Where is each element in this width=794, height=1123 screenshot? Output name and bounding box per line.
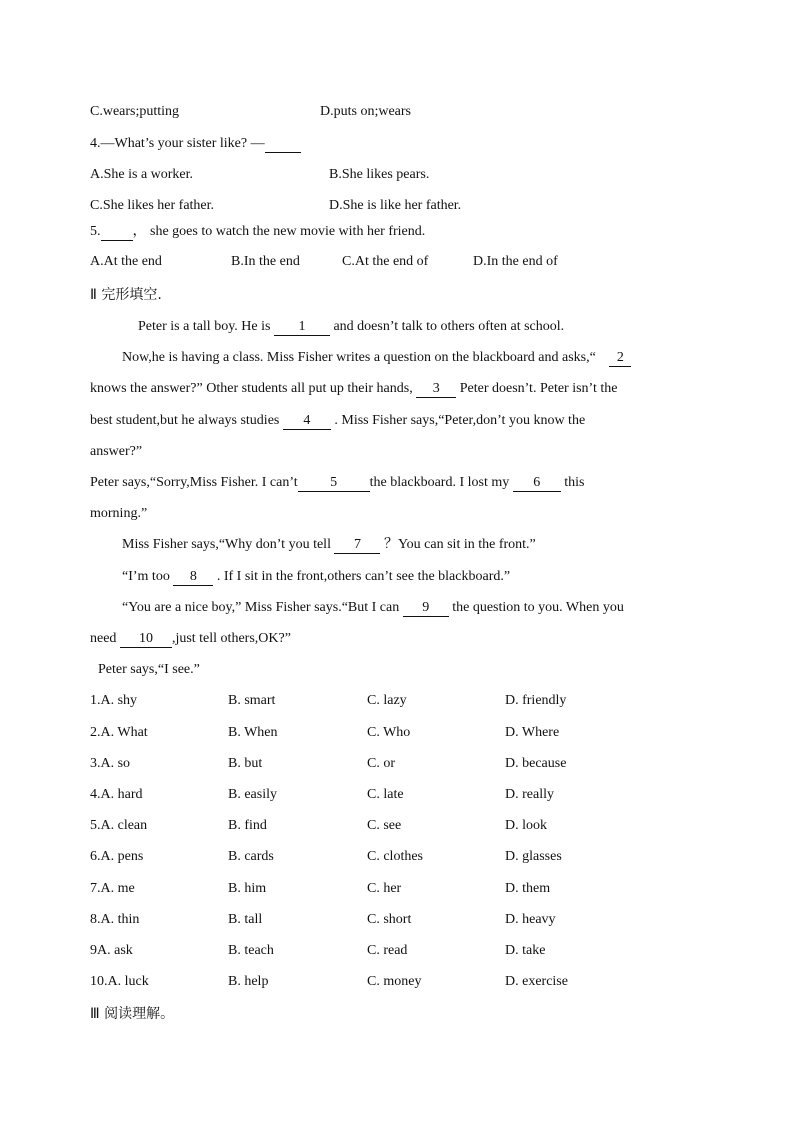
choice-option-a: 3.A. so bbox=[90, 756, 131, 771]
q5-option-b: B.In the end bbox=[231, 254, 300, 269]
cloze-text: “You are a nice boy,” Miss Fisher says.“But I can bbox=[122, 600, 400, 615]
choice-option-a: 2.A. What bbox=[90, 725, 148, 740]
q4-stem bbox=[90, 135, 301, 153]
choice-option-b: B. tall bbox=[228, 912, 263, 927]
cloze-paragraph-4 bbox=[122, 536, 536, 554]
choice-option-b: B. When bbox=[228, 725, 278, 740]
cloze-text: ,just tell others,OK?” bbox=[171, 631, 291, 646]
choice-option-a: 8.A. thin bbox=[90, 912, 140, 927]
q4-answer-blank bbox=[265, 136, 301, 153]
choice-option-d: D. them bbox=[505, 881, 551, 896]
cloze-paragraph-7: Peter says,“I see.” bbox=[98, 662, 200, 677]
cloze-text: Now,he is having a class. Miss Fisher writes a question on the blackboard and asks,“ bbox=[122, 350, 596, 365]
q5-option-d: D.In the end of bbox=[473, 254, 558, 269]
cloze-blank-6: 6 bbox=[513, 475, 561, 492]
section-3-title: Ⅲ 阅读理解。 bbox=[90, 1006, 175, 1022]
cloze-paragraph-2-line-2 bbox=[90, 380, 617, 398]
choice-option-d: D. really bbox=[505, 787, 554, 802]
choice-option-d: D. because bbox=[505, 756, 567, 771]
choice-option-b: B. but bbox=[228, 756, 263, 771]
choice-option-b: B. smart bbox=[228, 693, 276, 708]
cloze-text: the question to you. When you bbox=[452, 600, 624, 615]
choice-option-a: 4.A. hard bbox=[90, 787, 143, 802]
choice-option-a: 6.A. pens bbox=[90, 849, 144, 864]
q5-option-a: A.At the end bbox=[90, 254, 162, 269]
choice-option-b: B. cards bbox=[228, 849, 274, 864]
cloze-blank-10: 10 bbox=[120, 631, 172, 648]
cloze-text: “I’m too bbox=[122, 569, 170, 584]
q5-number: 5. bbox=[90, 224, 101, 239]
cloze-paragraph-3-line-2: morning.” bbox=[90, 506, 148, 521]
choice-option-c: C. clothes bbox=[367, 849, 423, 864]
choice-option-a: 9A. ask bbox=[90, 943, 133, 958]
cloze-text: knows the answer?” Other students all put up their hands, bbox=[90, 381, 413, 396]
choice-option-c: C. late bbox=[367, 787, 404, 802]
cloze-blank-8: 8 bbox=[173, 569, 213, 586]
cloze-text: and doesn’t talk to others often at school. bbox=[333, 319, 565, 334]
cloze-blank-9: 9 bbox=[403, 600, 449, 617]
q3-option-c: C.wears;putting bbox=[90, 104, 180, 119]
cloze-text: this bbox=[564, 475, 585, 490]
choice-option-c: C. see bbox=[367, 818, 402, 833]
choice-option-c: C. read bbox=[367, 943, 408, 958]
choice-option-a: 7.A. me bbox=[90, 881, 135, 896]
cloze-paragraph-2 bbox=[122, 349, 631, 367]
choice-option-b: B. easily bbox=[228, 787, 277, 802]
choice-option-b: B. find bbox=[228, 818, 267, 833]
q5-stem-text: ， she goes to watch the new movie with her friend. bbox=[132, 224, 426, 239]
choice-option-d: D. heavy bbox=[505, 912, 556, 927]
cloze-blank-4: 4 bbox=[283, 413, 331, 430]
choice-option-d: D. look bbox=[505, 818, 547, 833]
choice-option-d: D. exercise bbox=[505, 974, 568, 989]
choice-option-c: C. money bbox=[367, 974, 422, 989]
cloze-blank-3: 3 bbox=[416, 381, 456, 398]
cloze-blank-2: 2 bbox=[609, 350, 631, 367]
cloze-paragraph-5 bbox=[122, 568, 510, 586]
choice-option-d: D. glasses bbox=[505, 849, 562, 864]
choice-option-c: C. short bbox=[367, 912, 412, 927]
cloze-paragraph-3 bbox=[90, 474, 584, 492]
choice-option-c: C. or bbox=[367, 756, 395, 771]
choice-option-b: B. help bbox=[228, 974, 269, 989]
cloze-blank-5: 5 bbox=[298, 475, 370, 492]
cloze-text: Peter doesn’t. Peter isn’t the bbox=[459, 381, 618, 396]
cloze-text: Peter says,“Sorry,Miss Fisher. I can’t bbox=[90, 475, 298, 490]
choice-option-b: B. him bbox=[228, 881, 267, 896]
cloze-paragraph-2-line-4: answer?” bbox=[90, 444, 143, 459]
cloze-text: Peter is a tall boy. He is bbox=[138, 319, 271, 334]
section-2-title: Ⅱ 完形填空. bbox=[90, 287, 162, 303]
q4-stem-text: 4.—What’s your sister like? — bbox=[90, 136, 265, 151]
cloze-paragraph-1 bbox=[138, 318, 564, 336]
cloze-paragraph-6-line-2 bbox=[90, 630, 291, 648]
q5-answer-blank bbox=[101, 224, 133, 241]
cloze-paragraph-6 bbox=[122, 599, 624, 617]
cloze-blank-1: 1 bbox=[274, 319, 330, 336]
q4-option-c: C.She likes her father. bbox=[90, 198, 215, 213]
cloze-text: best student,but he always studies bbox=[90, 413, 280, 428]
choice-option-a: 10.A. luck bbox=[90, 974, 149, 989]
cloze-text: Miss Fisher says,“Why don’t you tell bbox=[122, 537, 331, 552]
cloze-text: need bbox=[90, 631, 117, 646]
cloze-text: . If I sit in the front,others can’t see the blackboard.” bbox=[216, 569, 511, 584]
choice-option-a: 5.A. clean bbox=[90, 818, 148, 833]
choice-option-d: D. Where bbox=[505, 725, 560, 740]
choice-option-c: C. Who bbox=[367, 725, 411, 740]
q3-option-d: D.puts on;wears bbox=[320, 104, 411, 119]
choice-option-d: D. friendly bbox=[505, 693, 567, 708]
cloze-blank-7: 7 bbox=[334, 537, 380, 554]
cloze-text: ？You can sit in the front.” bbox=[383, 537, 536, 552]
q5-stem bbox=[90, 223, 425, 241]
cloze-text: the blackboard. I lost my bbox=[369, 475, 510, 490]
choice-option-c: C. lazy bbox=[367, 693, 407, 708]
q4-option-b: B.She likes pears. bbox=[329, 167, 430, 182]
q4-option-a: A.She is a worker. bbox=[90, 167, 194, 182]
cloze-paragraph-2-line-3 bbox=[90, 412, 585, 430]
q5-option-c: C.At the end of bbox=[342, 254, 429, 269]
choice-option-c: C. her bbox=[367, 881, 402, 896]
q4-option-d: D.She is like her father. bbox=[329, 198, 462, 213]
cloze-text: . Miss Fisher says,“Peter,don’t you know the bbox=[334, 413, 586, 428]
choice-option-b: B. teach bbox=[228, 943, 274, 958]
choice-option-d: D. take bbox=[505, 943, 546, 958]
choice-option-a: 1.A. shy bbox=[90, 693, 138, 708]
